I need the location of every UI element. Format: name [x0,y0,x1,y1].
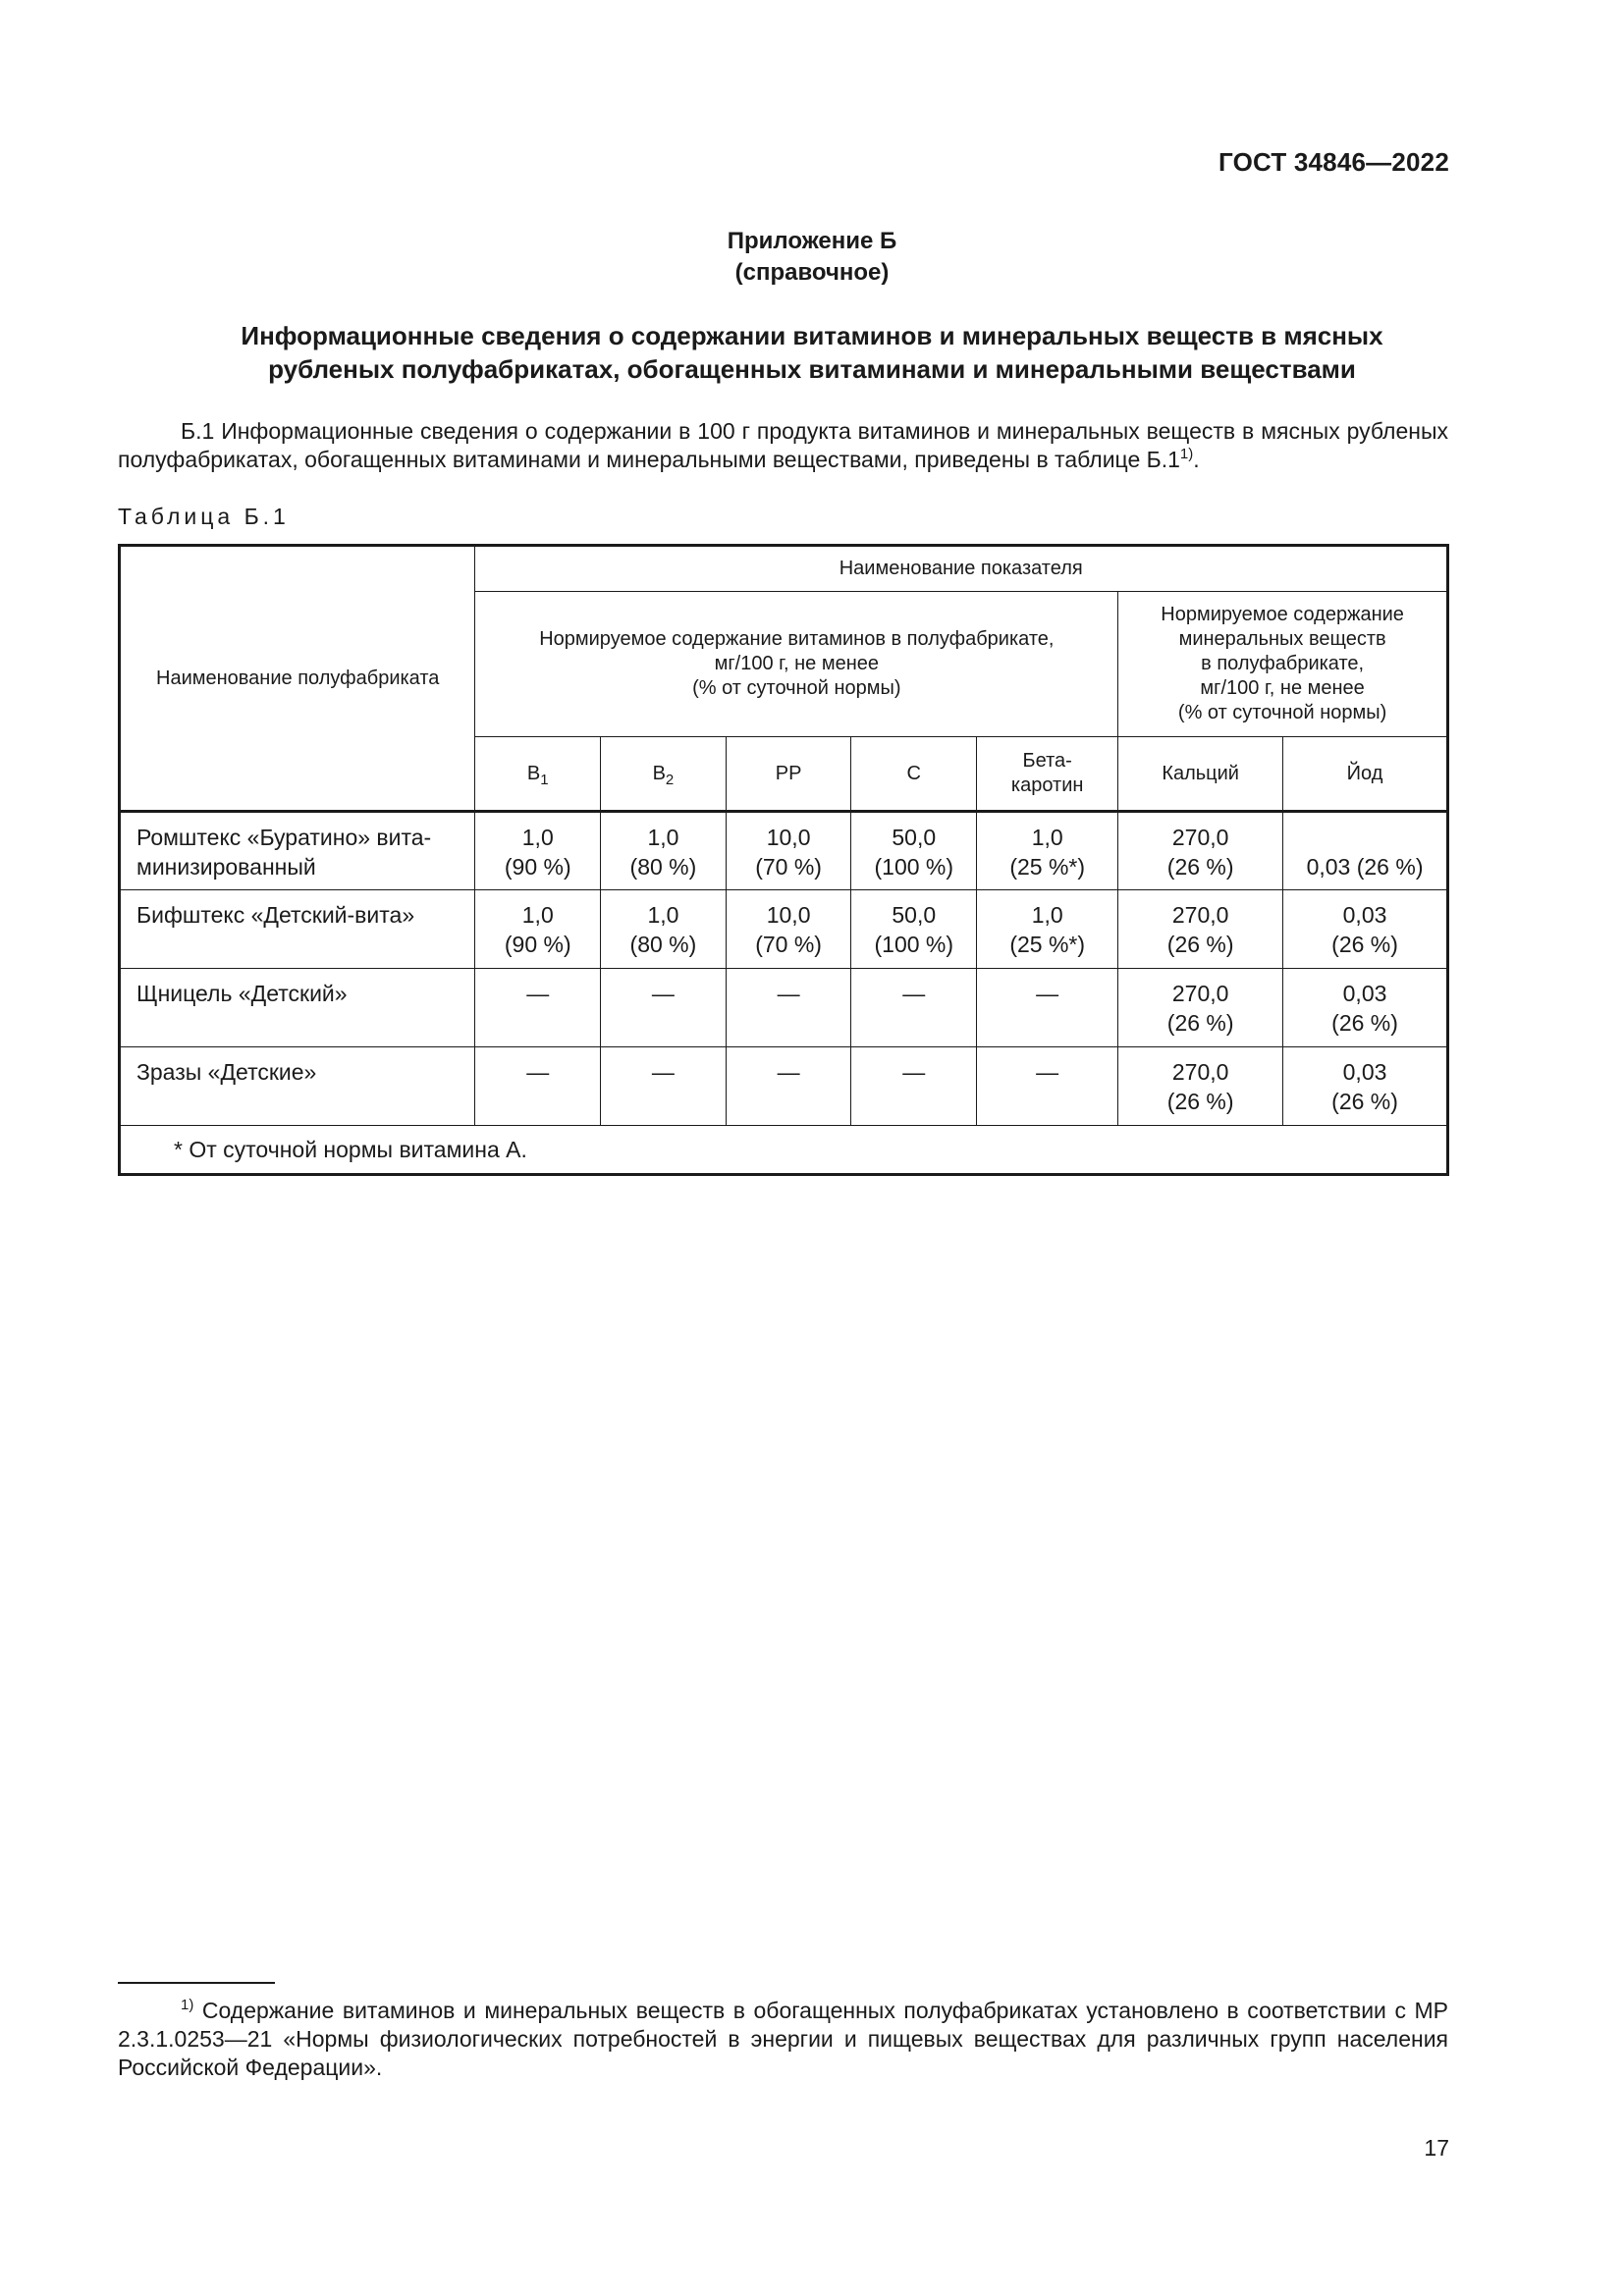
section-title-line-2: рубленых полуфабрикатах, обогащенных витаминами и минеральными веществами [268,354,1356,384]
table-row [120,969,1448,1047]
value-b2: — [601,969,727,1047]
table-row [120,812,1448,890]
page-footnote [118,1997,1448,2082]
table-label: Таблица Б.1 [118,504,290,529]
header-minerals-group: Нормируемое содержание минеральных веществ в полуфабрикате, мг/100 г, не менее (% от суточной нормы) [1118,592,1448,737]
section-title [118,319,1506,386]
header-col-pp: PP [726,737,851,812]
header-vitamins-group: Нормируемое содержание витаминов в полуфабрикате, мг/100 г, не менее (% от суточной нормы) [475,592,1118,737]
header-indicator: Наименование показателя [475,546,1448,592]
value-c: 50,0 (100 %) [851,812,977,890]
intro-paragraph [118,417,1448,474]
value-pp: — [726,1047,851,1126]
value-b1: — [475,969,601,1047]
footnote-divider [118,1982,275,1984]
header-col-beta-carotene: Бета- каротин [977,737,1118,812]
value-calcium: 270,0 (26 %) [1118,812,1283,890]
table-row [120,890,1448,969]
page-number: 17 [1424,2135,1449,2161]
intro-paragraph-end: . [1193,447,1200,472]
header-col-calcium: Кальций [1118,737,1283,812]
footnote-reference: 1) [1179,446,1194,462]
value-iodine: 0,03 (26 %) [1283,812,1448,890]
table-row [120,1047,1448,1126]
value-beta-carotene: 1,0 (25 %*) [977,812,1118,890]
value-b2: 1,0 (80 %) [601,890,727,969]
value-beta-carotene: — [977,1047,1118,1126]
value-b1: 1,0 (90 %) [475,812,601,890]
header-col-b1: $B_1$ [475,737,601,812]
value-pp: 10,0 (70 %) [726,890,851,969]
value-b2: — [601,1047,727,1126]
product-name: Бифштекс «Детский-вита» [120,890,475,969]
value-pp: — [726,969,851,1047]
footnote-marker: 1) [181,1997,194,2013]
appendix-type: (справочное) [734,259,890,286]
value-iodine: 0,03 (26 %) [1283,890,1448,969]
value-c: — [851,969,977,1047]
product-name: Зразы «Детские» [120,1047,475,1126]
header-product-name: Наименование полуфабриката [120,546,475,812]
appendix-title: Приложение Б [727,228,897,254]
product-name: Ромштекс «Буратино» вита- минизированный [120,812,475,890]
header-col-b2: $B_2$ [601,737,727,812]
document-code: ГОСТ 34846—2022 [1218,147,1449,177]
product-name: Щницель «Детский» [120,969,475,1047]
header-col-iodine: Йод [1283,737,1448,812]
vitamins-minerals-table [118,544,1449,1176]
value-b1: — [475,1047,601,1126]
appendix-heading [0,226,1624,289]
value-beta-carotene: — [977,969,1118,1047]
footnote-text: Содержание витаминов и минеральных веществ в обогащенных полуфабрикатах установлено в соответствии с МР 2.3.1.0253—21 «Нормы физиологических потребностей в энергии и пищевых веществах для различных групп населения Российской Федерации». [118,1998,1448,2080]
value-calcium: 270,0 (26 %) [1118,969,1283,1047]
value-pp: 10,0 (70 %) [726,812,851,890]
intro-paragraph-text: Б.1 Информационные сведения о содержании в 100 г продукта витаминов и минеральных веществ в мясных рубленых полуфабрикатах, обогащенных витаминами и минеральными веществами, приведены в таблице Б.1 [118,418,1448,472]
value-c: — [851,1047,977,1126]
header-col-c: C [851,737,977,812]
table-footnote: * От суточной нормы витамина А. [120,1126,1448,1175]
value-c: 50,0 (100 %) [851,890,977,969]
section-title-line-1: Информационные сведения о содержании витаминов и минеральных веществ в мясных [241,321,1383,350]
value-calcium: 270,0 (26 %) [1118,890,1283,969]
value-b1: 1,0 (90 %) [475,890,601,969]
value-calcium: 270,0 (26 %) [1118,1047,1283,1126]
value-iodine: 0,03 (26 %) [1283,1047,1448,1126]
value-b2: 1,0 (80 %) [601,812,727,890]
value-beta-carotene: 1,0 (25 %*) [977,890,1118,969]
value-iodine: 0,03 (26 %) [1283,969,1448,1047]
